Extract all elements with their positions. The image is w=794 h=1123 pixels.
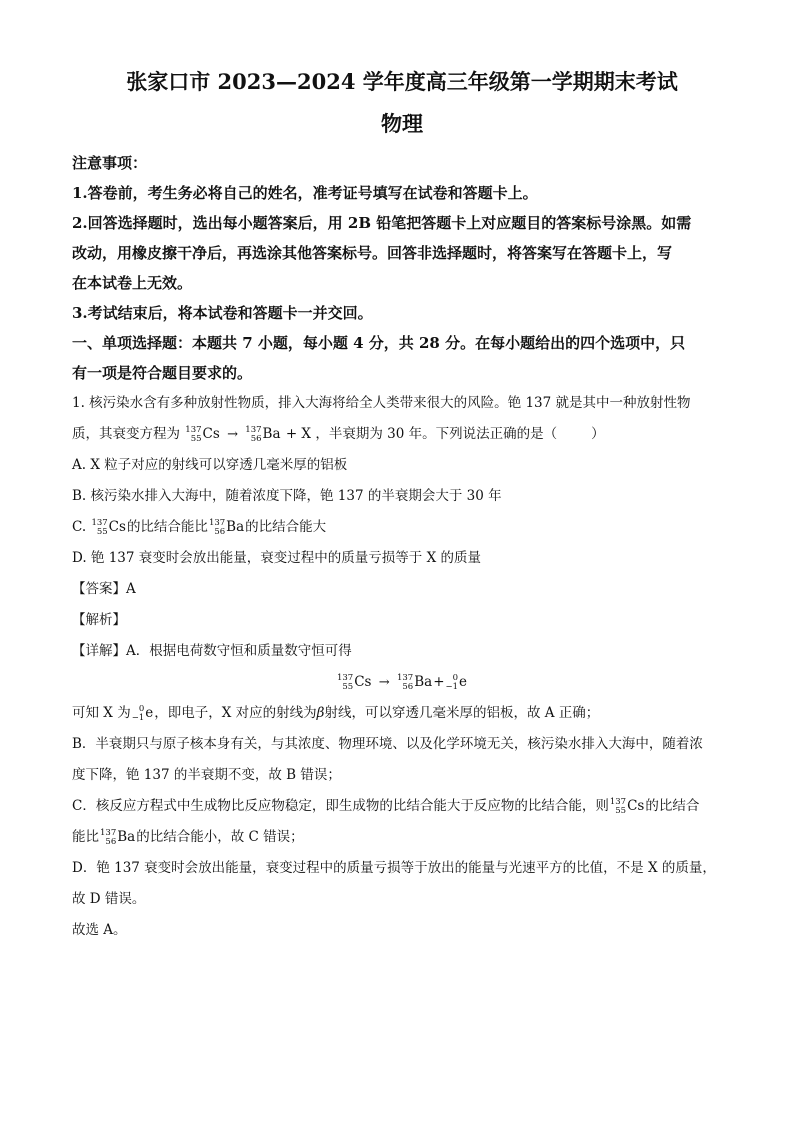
e-atomic-number: −1: [445, 681, 459, 692]
notice-item-2-line-1: 2.回答选择题时，选出每小题答案后，用 2B 铅笔把答题卡上对应题目的答案标号涂黑。如需: [72, 214, 692, 232]
ba-symbol: Ba: [262, 426, 281, 442]
ba-symbol: Ba: [414, 674, 433, 690]
explain-d-line-1: D．铯 137 衰变时会放出能量，衰变过程中的质量亏损等于放出的能量与光速平方的比值，不是 X 的质量，: [72, 860, 716, 876]
e-symbol: e: [459, 674, 468, 690]
option-d: D. 铯 137 衰变时会放出能量，衰变过程中的质量亏损等于 X 的质量: [72, 550, 481, 566]
cs-nuclide: [185, 419, 220, 450]
e-atomic-number: −1: [131, 712, 145, 723]
stem-suffix: ，半衰期为 30 年。下列说法正确的是（: [315, 426, 558, 442]
cs-symbol: Cs: [627, 798, 645, 814]
conclusion: 故选 A。: [72, 922, 127, 938]
stem-close: ）: [591, 426, 605, 442]
plus-sign: +: [285, 426, 298, 442]
question-1-stem-line-2: [72, 419, 732, 450]
cs-mass-number: 137: [91, 517, 108, 528]
explain-c-suffix: 的比结合: [645, 798, 700, 814]
stem-prefix: 质，其衰变方程为: [72, 426, 180, 442]
ba-symbol: Ba: [117, 829, 136, 845]
option-c-prefix: C.: [72, 519, 87, 535]
cs-atomic-number: 55: [342, 681, 354, 692]
explain-a-suffix: 射线，可以穿透几毫米厚的铝板，故 A 正确；: [324, 705, 600, 721]
ba-nuclide: [397, 667, 432, 698]
option-b: B. 核污染水排入大海中，随着浓度下降，铯 137 的半衰期会大于 30 年: [72, 488, 502, 504]
explain-a-prefix: 可知 X 为: [72, 705, 131, 721]
reaction-arrow: →: [378, 675, 390, 690]
cs-mass-number: 137: [336, 672, 354, 683]
option-c-mid: 的比结合能比: [126, 519, 208, 535]
option-c: [72, 512, 732, 543]
ba-nuclide: [209, 512, 244, 543]
notice-item-3: 3.考试结束后，将本试卷和答题卡一并交回。: [72, 304, 373, 322]
beta-symbol: β: [316, 705, 325, 721]
ba-nuclide: [245, 419, 280, 450]
exam-page: [72, 66, 732, 946]
ba-mass-number: 137: [100, 827, 117, 838]
exam-subject: 物理: [381, 111, 423, 136]
explain-c-line-2: [72, 822, 732, 853]
cs-symbol: Cs: [202, 426, 220, 442]
x-symbol: X: [301, 426, 312, 442]
ba-atomic-number: 56: [214, 526, 226, 537]
explain-c-line-2-suffix: 的比结合能小，故 C 错误；: [136, 829, 304, 845]
ba-symbol: Ba: [226, 519, 245, 535]
cs-symbol: Cs: [354, 674, 372, 690]
notice-item-2-line-3: 在本试卷上无效。: [72, 274, 193, 292]
explain-b-line-1: B．半衰期只与原子核本身有关，与其浓度、物理环境、以及化学环境无关，核污染水排入大海中，随着浓: [72, 736, 703, 752]
notice-item-1: 1.答卷前，考生务必将自己的姓名，准考证号填写在试卷和答题卡上。: [72, 184, 538, 202]
e-symbol: e: [145, 705, 154, 721]
ba-nuclide: [100, 822, 135, 853]
section-heading-line-1: 一、单项选择题：本题共 7 小题，每小题 4 分，共 28 分。在每小题给出的四个选项中，只: [72, 334, 686, 352]
option-c-suffix: 的比结合能大: [245, 519, 327, 535]
cs-mass-number: 137: [185, 424, 202, 435]
cs-atomic-number: 55: [190, 433, 202, 444]
cs-symbol: Cs: [108, 519, 126, 535]
decay-equation: [72, 667, 732, 698]
explain-a-mid: ，即电子，X 对应的射线为: [154, 705, 317, 721]
section-heading-line-2: 有一项是符合题目要求的。: [72, 364, 253, 382]
answer-tag: 【答案】A: [72, 581, 136, 597]
cs-atomic-number: 55: [96, 526, 108, 537]
e-mass-number: 0: [452, 672, 459, 683]
plus-sign: +: [433, 674, 445, 690]
explain-a: [72, 698, 732, 729]
explain-c-line-2-prefix: 能比: [72, 829, 99, 845]
explain-c-prefix: C．核反应方程式中生成物比反应物稳定，即生成物的比结合能大于反应物的比结合能，则: [72, 798, 609, 814]
cs-nuclide: [91, 512, 126, 543]
cs-mass-number: 137: [609, 796, 627, 807]
analysis-tag: 【解析】: [72, 612, 126, 628]
electron-nuclide: [132, 698, 154, 729]
ba-atomic-number: 56: [250, 433, 262, 444]
explain-d-line-2: 故 D 错误。: [72, 891, 146, 907]
ba-atomic-number: 56: [105, 836, 117, 847]
option-a: A. X 粒子对应的射线可以穿透几毫米厚的铝板: [72, 457, 348, 473]
question-1-stem-line-1: 1. 核污染水含有多种放射性物质，排入大海将给全人类带来很大的风险。铯 137 就是其中一种放射性物: [72, 395, 691, 411]
ba-mass-number: 137: [245, 424, 262, 435]
notice-item-2-line-2: 改动，用橡皮擦干净后，再选涂其他答案标号。回答非选择题时，将答案写在答题卡上，写: [72, 244, 673, 262]
explain-c-line-1: [72, 791, 732, 822]
ba-mass-number: 137: [208, 517, 226, 528]
reaction-arrow: →: [227, 427, 238, 442]
notice-heading: 注意事项：: [72, 154, 148, 172]
e-mass-number: 0: [138, 703, 145, 714]
detail-intro: 【详解】A．根据电荷数守恒和质量数守恒可得: [72, 643, 352, 659]
electron-nuclide: [446, 667, 468, 698]
exam-title: 张家口市 2023—2024 学年度高三年级第一学期期末考试: [126, 69, 678, 94]
explain-b-line-2: 度下降，铯 137 的半衰期不变，故 B 错误；: [72, 767, 341, 783]
cs-nuclide: [337, 667, 372, 698]
cs-atomic-number: 55: [615, 805, 627, 816]
ba-atomic-number: 56: [402, 681, 414, 692]
ba-mass-number: 137: [396, 672, 414, 683]
cs-nuclide: [610, 791, 645, 822]
